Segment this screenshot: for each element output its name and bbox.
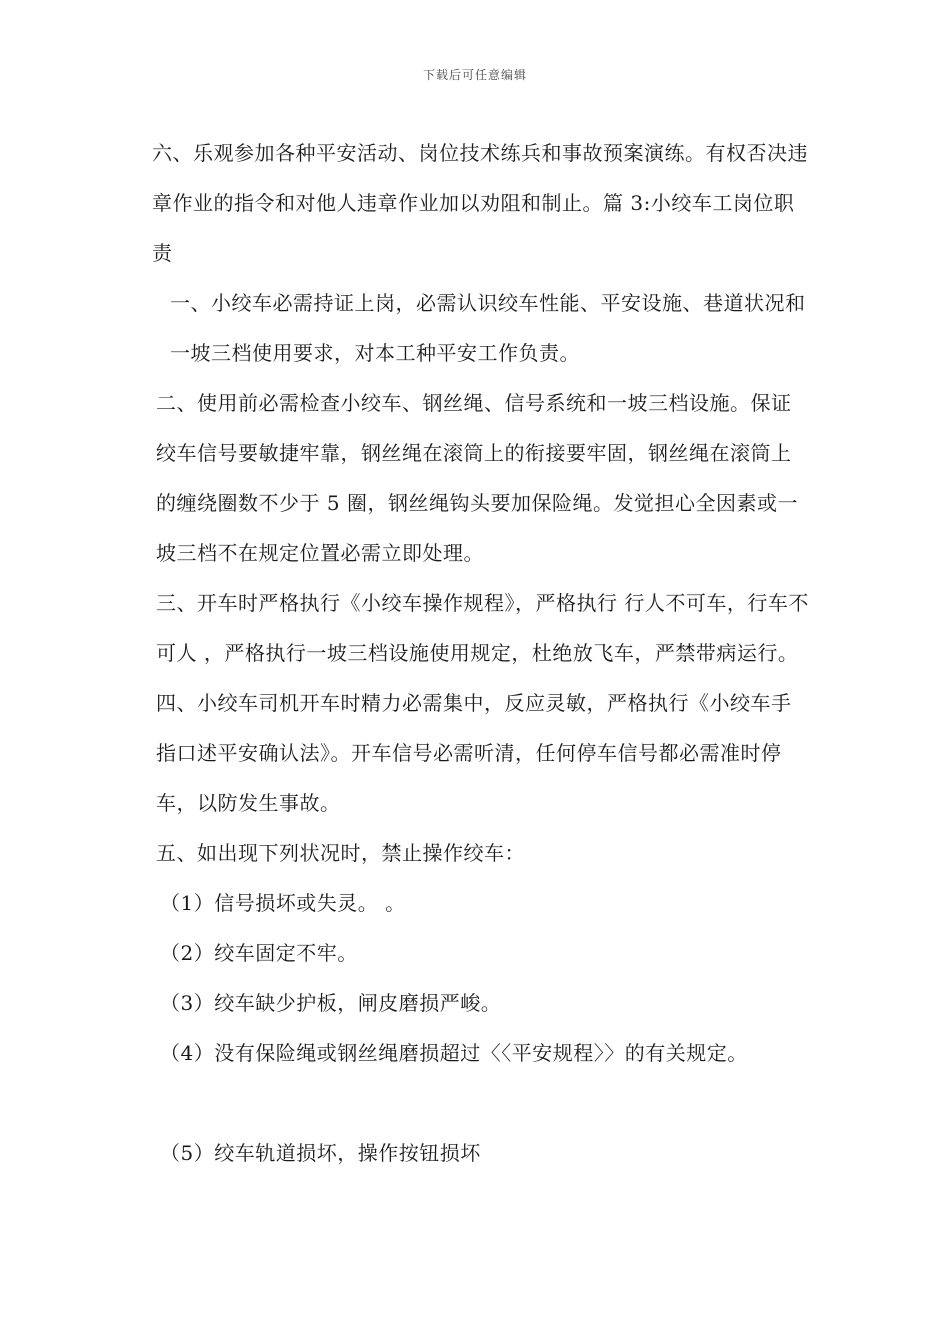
- spacer: [146, 1078, 810, 1128]
- paragraph-5: 五、如出现下列状况时，禁止操作绞车：: [156, 841, 525, 865]
- list-item: （2）绞车固定不牢。: [160, 941, 358, 965]
- paragraph-6: 六、乐观参加各种平安活动、岗位技术练兵和事故预案演练。有权否决违章作业的指令和对他人违章作业加以劝阻和制止。篇 3:小绞车工岗位职责: [152, 141, 808, 265]
- list-item: （3）绞车缺少护板，闸皮磨损严峻。: [160, 991, 502, 1015]
- list-item: （5）绞车轨道损坏，操作按钮损坏: [160, 1141, 481, 1165]
- document-body: [146, 128, 810, 1178]
- paragraph-4: 四、小绞车司机开车时精力必需集中，反应灵敏，严格执行《小绞车手指口述平安确认法》。开车信号必需听清，任何停车信号都必需准时停车，以防发生事故。: [156, 691, 792, 815]
- paragraph-1: 一、小绞车必需持证上岗，必需认识绞车性能、平安设施、巷道状况和一坡三档使用要求，对本工种平安工作负责。: [170, 291, 806, 365]
- page-header-note: 下载后可任意编辑: [422, 68, 527, 82]
- paragraph-3: 三、开车时严格执行《小绞车操作规程》，严格执行 行人不可车，行车不可人 ，严格执行一坡三档设施使用规定，杜绝放飞车，严禁带病运行。: [156, 591, 809, 665]
- paragraph-2: 二、使用前必需检查小绞车、钢丝绳、信号系统和一坡三档设施。保证绞车信号要敏捷牢靠，钢丝绳在滚筒上的衔接要牢固，钢丝绳在滚筒上的缠绕圈数不少于 5 圈，钢丝绳钩头要加保险绳。发觉担心全因素或一坡三档不在规定位置必需立即处理。: [156, 391, 798, 565]
- list-item: （1）信号损坏或失灵。 。: [160, 891, 406, 915]
- list-item: （4）没有保险绳或钢丝绳磨损超过〈〈平安规程〉〉的有关规定。: [160, 1041, 748, 1065]
